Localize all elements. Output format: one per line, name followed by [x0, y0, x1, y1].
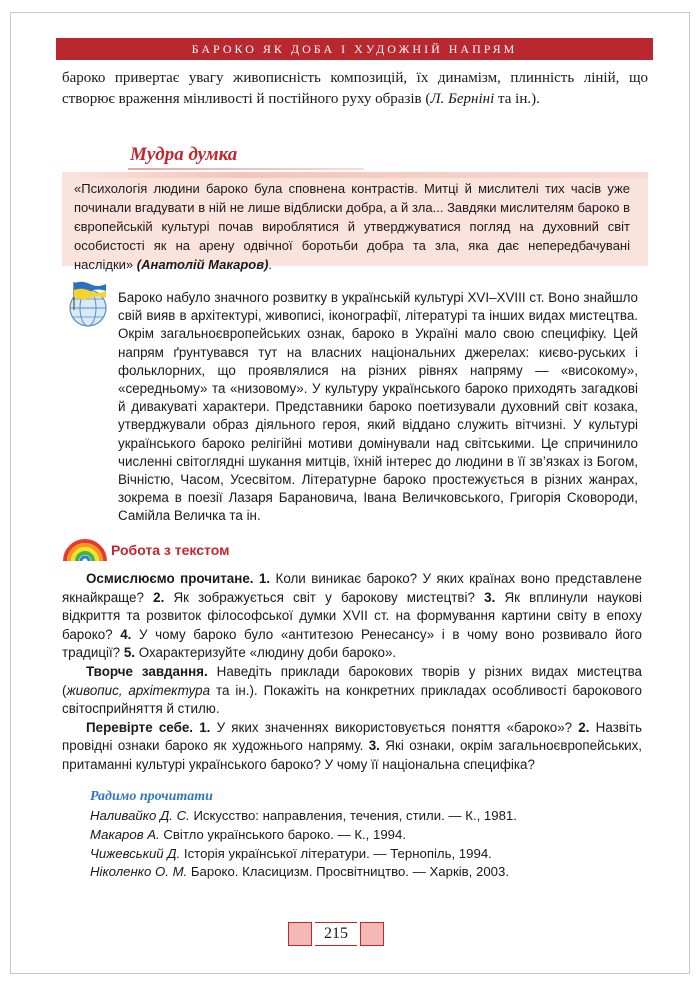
recommended-reading-heading: Радимо прочитати	[90, 789, 213, 804]
quote-author: (Анатолій Макаров)	[136, 257, 269, 272]
bibliography-item: Чижевський Д. Історія української літератури. — Тернопіль, 1994.	[90, 845, 492, 861]
work-with-text-heading: Робота з текстом	[111, 542, 230, 558]
intro-paragraph: бароко привертає увагу живописність композицій, їх динамізм, плинність ліній, що створює враження мінливості й постійного руху образів (Л. Берніні та ін.).	[62, 70, 648, 107]
page-number-box	[288, 922, 384, 946]
wisdom-heading-underline	[128, 168, 364, 170]
page-number-left-block	[288, 922, 312, 946]
bibliography-item: Макаров А. Світло українського бароко. — К., 1994.	[90, 826, 407, 842]
bibliography-item: Ніколенко О. М. Бароко. Класицизм. Просвітництво. — Харків, 2003.	[90, 864, 509, 880]
page-number: 215	[315, 922, 357, 946]
task-creative: Творче завдання. Наведіть приклади барокових творів у різних видах мистецтва (живопис, архітектура та ін.). Покажіть на конкретних прикладах особливості барокового світосприйняття й стилю.	[62, 663, 642, 717]
running-header: БАРОКО ЯК ДОБА І ХУДОЖНІЙ НАПРЯМ	[56, 38, 653, 60]
task-self-check: Перевірте себе. 1. У яких значеннях використовується поняття «бароко»? 2. Назвіть провідні ознаки бароко як художнього напряму. 3. Які ознаки, окрім загальноєвропейських, притаманні культурі українського бароко? У чому її національна специфіка?	[62, 719, 642, 772]
ukrainian-baroque-paragraph: Бароко набуло значного розвитку в українській культурі XVI–XVIII ст. Воно знайшло свій вияв в архітектурі, живописі, іконографії, літературі та інших видах мистецтва. Окрім загальноєвропейських ознак, бароко в Україні мало свою специфіку. Цей напрям ґрунтувався тут на власних національних джерелах: києво-руських і фольклорних, що проявлялися на різних рівнях напряму — «високому», «середньому» та «низовому». У культуру українського бароко приходять загадкові й дивакуваті характери. Представники бароко поетизували духовний світ козака, утверджували образ діяльного героя, який віддано служить вітчизні. У культурі українського бароко релігійні мотиви домінували над світськими. Це спричинило численні світоглядні шукання митців, їхній інтерес до людини в її зв’язках із Богом, Вічністю, Часом, Усесвітом. Літературне бароко простежується в різних жанрах, зокрема в поезії Лазаря Барановича, Івана Величковського, Григорія Сковороди, Самійла Величка та ін.	[118, 290, 638, 524]
rainbow-icon	[62, 533, 108, 563]
globe-flag-icon	[62, 278, 114, 328]
task-comprehension: Осмислюємо прочитане. 1. Коли виникає бароко? У яких країнах воно представлене якнайкраще? 2. Як зображується світ у барокову мистецтві? 3. Як вплинули наукові відкриття та розвиток філософської думки XVII ст. на формування картини світу в епоху бароко? 4. У чому бароко було «антитезою Ренесансу» і в чому воно розвивало його традиції? 5. Охарактеризуйте «людину доби бароко».	[62, 571, 643, 661]
tasks-block	[62, 570, 642, 775]
page-number-right-block	[360, 922, 384, 946]
quote-text: «Психологія людини бароко була сповнена контрастів. Митці й мислителі тих часів уже починали вгадувати в ній не лише відблиски добра, а й зла... Завдяки мислителям бароко в європейській культурі почав вироблятися й утверджуватися погляд на духовний світ особистості як на арену одвічної боротьби добра та зла, яка дає непередбачувані наслідки» (Анатолій Макаров).	[74, 181, 630, 272]
wisdom-heading: Мудра думка	[130, 144, 238, 165]
bibliography-item: Наливайко Д. С. Искусство: направления, течения, стили. — К., 1981.	[90, 808, 517, 823]
bibliography-list	[90, 807, 630, 882]
